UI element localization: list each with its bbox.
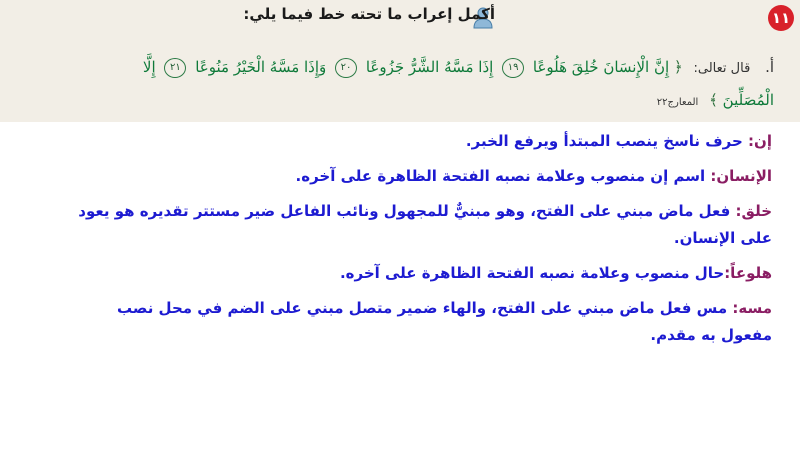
verse-bracket-open: ﴿ [673,58,683,76]
analysis-continuation: على الإنسان. [673,229,772,247]
analysis-term: إن: [748,132,772,150]
exercise-number-badge: ١١ [768,5,794,31]
verse-source: المعارج٢٢ [656,97,699,108]
analysis-text: حرف ناسخ ينصب المبتدأ ويرفع الخبر. [465,132,749,150]
analysis-term: الإنسان: [710,167,772,185]
exercise-panel [0,0,800,122]
exercise-instruction: أكمل إعراب ما تحته خط فيما يلي: [243,5,495,23]
qala-label: قال تعالى: [693,61,751,76]
analysis-term: هلوعاً: [724,264,772,282]
verse-bracket-close: ﴾ [709,91,718,109]
analysis-line [32,128,772,155]
analysis-line [32,260,772,287]
analysis-term: خلق: [735,202,772,220]
analysis-line [32,198,772,225]
analysis-continuation: مفعول به مقدم. [650,326,772,344]
verse-part-4: إِلَّا [142,58,156,76]
analysis-line [32,163,772,190]
ayah-number-20: ٢٠ [335,58,357,78]
ayah-number-19: ١٩ [502,58,524,78]
verse-part-2: إِذَا مَسَّهُ الشَّرُّ جَزُوعًا [365,58,494,76]
analysis-text: فعل ماض مبني على الفتح، وهو مبنيٌّ للمجهول ونائب الفاعل ضير مستتر تقديره هو يعود [78,202,736,220]
analysis-body [32,128,772,349]
verse-line-2 [657,91,774,109]
analysis-line [32,295,772,322]
analysis-text: اسم إن منصوب وعلامة نصبه الفتحة الظاهرة على آخره. [295,167,711,185]
analysis-text: حال منصوب وعلامة نصبه الفتحة الظاهرة على آخره. [339,264,725,282]
verse-line-1 [143,58,774,78]
verse-line-2-text: الْمُصَلِّينَ [722,91,774,109]
analysis-term: مسه: [732,299,772,317]
item-letter: أ. [765,58,774,76]
verse-part-3: وَإِذَا مَسَّهُ الْخَيْرُ مَنُوعًا [195,58,327,76]
verse-part-1: إِنَّ الْإِنسَانَ خُلِقَ هَلُوعًا [532,58,670,76]
ayah-number-21: ٢١ [164,58,186,78]
analysis-text: مس فعل ماض مبني على الفتح، والهاء ضمير متصل مبني على الضم في محل نصب [117,299,733,317]
